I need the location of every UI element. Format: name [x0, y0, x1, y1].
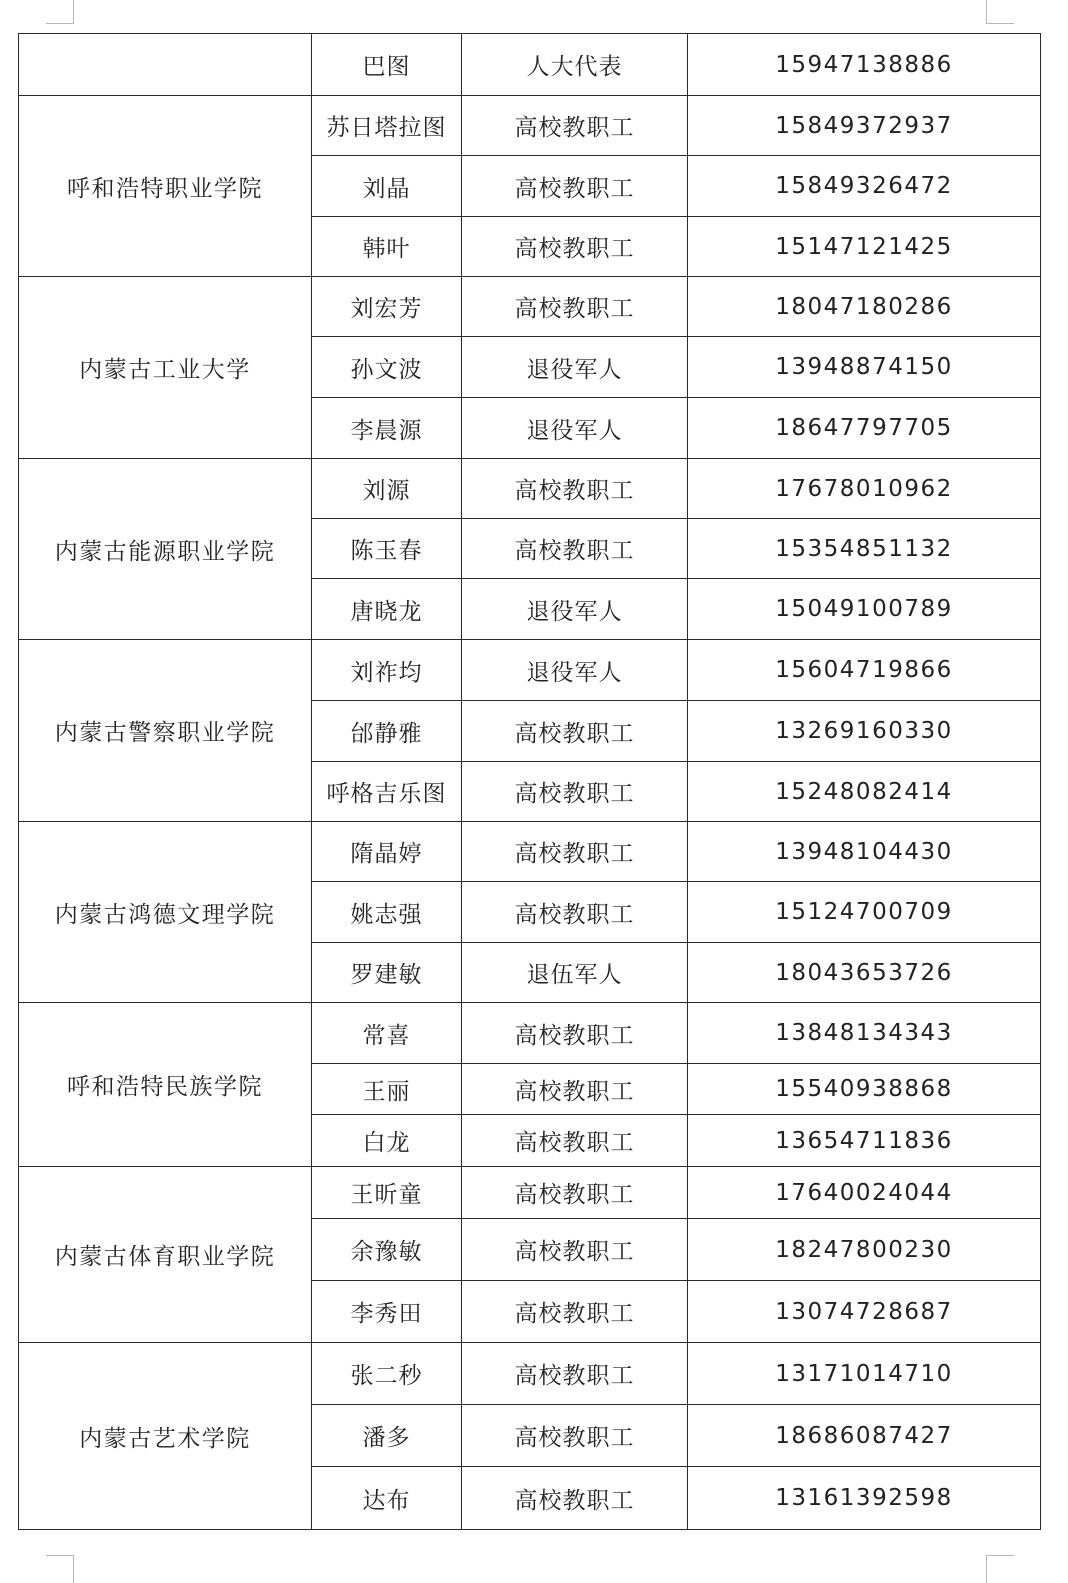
institution-cell: 内蒙古鸿德文理学院 — [19, 822, 312, 1003]
name-cell: 白龙 — [312, 1115, 462, 1167]
name-cell: 张二秒 — [312, 1343, 462, 1405]
table-row — [19, 1167, 1041, 1219]
category-cell: 退伍军人 — [462, 943, 688, 1003]
category-cell: 退役军人 — [462, 579, 688, 640]
name-cell: 李秀田 — [312, 1281, 462, 1343]
phone-cell: 17678010962 — [688, 459, 1041, 519]
phone-cell: 15124700709 — [688, 882, 1041, 943]
phone-cell: 13848134343 — [688, 1003, 1041, 1064]
category-cell: 高校教职工 — [462, 822, 688, 882]
name-cell: 罗建敏 — [312, 943, 462, 1003]
name-cell: 常喜 — [312, 1003, 462, 1064]
phone-cell: 15248082414 — [688, 762, 1041, 822]
category-cell: 退役军人 — [462, 640, 688, 701]
page-corner-mark-bottom-left — [46, 1555, 74, 1583]
page-corner-mark-bottom-right — [986, 1555, 1014, 1583]
name-cell: 刘晶 — [312, 156, 462, 217]
institution-cell: 内蒙古工业大学 — [19, 277, 312, 459]
table-row — [19, 822, 1041, 882]
category-cell: 高校教职工 — [462, 1343, 688, 1405]
name-cell: 巴图 — [312, 34, 462, 96]
name-cell: 唐晓龙 — [312, 579, 462, 640]
category-cell: 高校教职工 — [462, 762, 688, 822]
page-corner-mark-top-left — [46, 0, 74, 24]
table-row — [19, 640, 1041, 701]
phone-cell: 15354851132 — [688, 519, 1041, 579]
category-cell: 高校教职工 — [462, 1281, 688, 1343]
phone-cell: 15604719866 — [688, 640, 1041, 701]
phone-cell: 13948874150 — [688, 337, 1041, 398]
name-cell: 陈玉春 — [312, 519, 462, 579]
phone-cell: 13074728687 — [688, 1281, 1041, 1343]
phone-cell: 17640024044 — [688, 1167, 1041, 1219]
table-row — [19, 96, 1041, 156]
category-cell: 高校教职工 — [462, 217, 688, 277]
category-cell: 高校教职工 — [462, 459, 688, 519]
phone-cell: 18686087427 — [688, 1405, 1041, 1467]
phone-cell: 15947138886 — [688, 34, 1041, 96]
category-cell: 高校教职工 — [462, 1167, 688, 1219]
phone-cell: 13269160330 — [688, 701, 1041, 762]
category-cell: 高校教职工 — [462, 519, 688, 579]
category-cell: 人大代表 — [462, 34, 688, 96]
name-cell: 王丽 — [312, 1064, 462, 1115]
institution-cell: 内蒙古艺术学院 — [19, 1343, 312, 1530]
name-cell: 邰静雅 — [312, 701, 462, 762]
institution-cell: 内蒙古警察职业学院 — [19, 640, 312, 822]
phone-cell: 15049100789 — [688, 579, 1041, 640]
phone-cell: 15849372937 — [688, 96, 1041, 156]
name-cell: 潘多 — [312, 1405, 462, 1467]
name-cell: 韩叶 — [312, 217, 462, 277]
phone-cell: 15540938868 — [688, 1064, 1041, 1115]
table-row — [19, 277, 1041, 337]
name-cell: 孙文波 — [312, 337, 462, 398]
category-cell: 退役军人 — [462, 337, 688, 398]
table-row — [19, 459, 1041, 519]
table-row — [19, 34, 1041, 96]
category-cell: 高校教职工 — [462, 1219, 688, 1281]
name-cell: 刘宏芳 — [312, 277, 462, 337]
name-cell: 李晨源 — [312, 398, 462, 459]
name-cell: 余豫敏 — [312, 1219, 462, 1281]
phone-cell: 18047180286 — [688, 277, 1041, 337]
institution-cell: 内蒙古能源职业学院 — [19, 459, 312, 640]
category-cell: 高校教职工 — [462, 701, 688, 762]
name-cell: 刘祚均 — [312, 640, 462, 701]
category-cell: 高校教职工 — [462, 96, 688, 156]
category-cell: 高校教职工 — [462, 277, 688, 337]
phone-cell: 13171014710 — [688, 1343, 1041, 1405]
category-cell: 高校教职工 — [462, 156, 688, 217]
name-cell: 隋晶婷 — [312, 822, 462, 882]
phone-cell: 13161392598 — [688, 1467, 1041, 1530]
phone-cell: 18043653726 — [688, 943, 1041, 1003]
institution-cell: 内蒙古体育职业学院 — [19, 1167, 312, 1343]
category-cell: 高校教职工 — [462, 882, 688, 943]
name-cell: 呼格吉乐图 — [312, 762, 462, 822]
phone-cell: 18247800230 — [688, 1219, 1041, 1281]
name-cell: 刘源 — [312, 459, 462, 519]
name-cell: 苏日塔拉图 — [312, 96, 462, 156]
phone-cell: 15147121425 — [688, 217, 1041, 277]
category-cell: 高校教职工 — [462, 1405, 688, 1467]
category-cell: 高校教职工 — [462, 1467, 688, 1530]
roster-table — [18, 33, 1041, 1530]
category-cell: 高校教职工 — [462, 1115, 688, 1167]
table-row — [19, 1003, 1041, 1064]
name-cell: 达布 — [312, 1467, 462, 1530]
phone-cell: 15849326472 — [688, 156, 1041, 217]
category-cell: 高校教职工 — [462, 1064, 688, 1115]
name-cell: 王昕童 — [312, 1167, 462, 1219]
name-cell: 姚志强 — [312, 882, 462, 943]
phone-cell: 13948104430 — [688, 822, 1041, 882]
table-row — [19, 1343, 1041, 1405]
roster-table-body — [19, 34, 1041, 1530]
page-corner-mark-top-right — [986, 0, 1014, 24]
category-cell: 退役军人 — [462, 398, 688, 459]
institution-cell: 呼和浩特民族学院 — [19, 1003, 312, 1167]
category-cell: 高校教职工 — [462, 1003, 688, 1064]
phone-cell: 18647797705 — [688, 398, 1041, 459]
institution-cell: 呼和浩特职业学院 — [19, 96, 312, 277]
institution-cell — [19, 34, 312, 96]
phone-cell: 13654711836 — [688, 1115, 1041, 1167]
